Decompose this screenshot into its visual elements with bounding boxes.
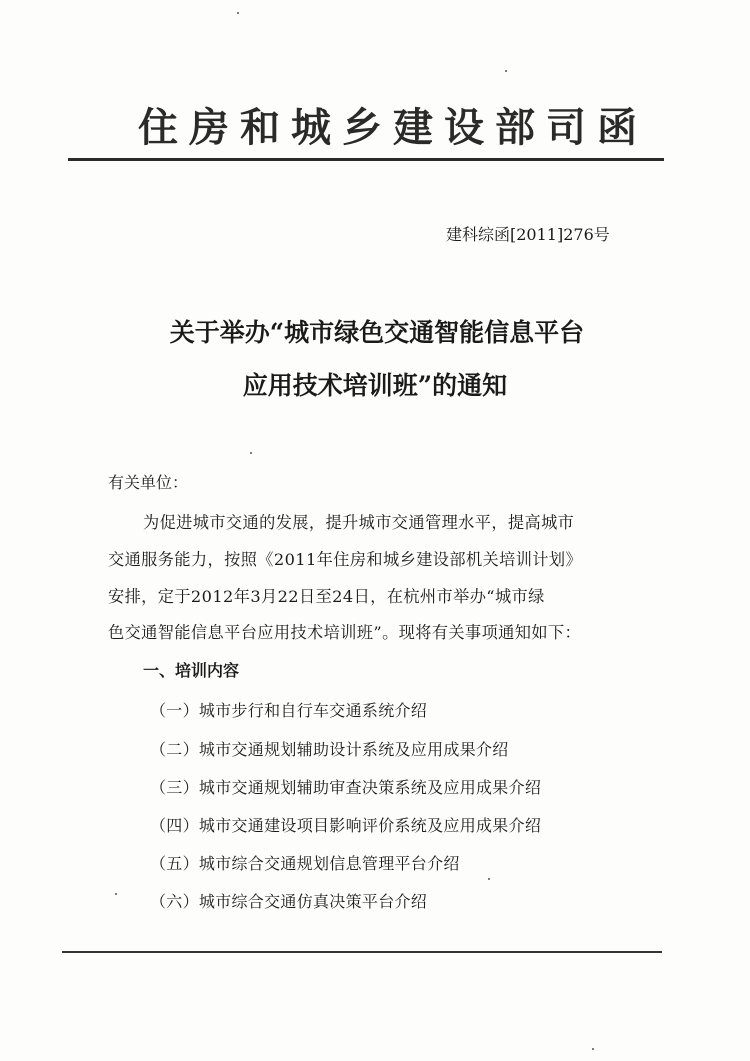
scan-speck [237, 12, 239, 14]
training-item-6: （六）城市综合交通仿真决策平台介绍 [150, 892, 428, 911]
body-line-2: 交通服务能力，按照《2011年住房和城乡建设部机关培训计划》 [108, 550, 583, 569]
scan-speck [250, 452, 252, 454]
scan-speck [592, 1048, 594, 1050]
body-line-1: 为促进城市交通的发展，提升城市交通管理水平，提高城市 [143, 513, 575, 532]
body-line-3: 安排，定于2012年3月22日至24日，在杭州市举办“城市绿 [108, 587, 545, 606]
footer-divider [62, 951, 662, 953]
training-item-5: （五）城市综合交通规划信息管理平台介绍 [150, 854, 460, 873]
body-line-4: 色交通智能信息平台应用技术培训班”。现将有关事项通知如下： [108, 623, 582, 642]
training-item-4: （四）城市交通建设项目影响评价系统及应用成果介绍 [150, 816, 542, 835]
letterhead-title: 住房和城乡建设部司函 [138, 104, 648, 151]
scan-speck [488, 878, 490, 880]
scan-speck [505, 70, 507, 72]
letterhead-divider [68, 158, 664, 161]
notice-title-line-1: 关于举办“城市绿色交通智能信息平台 [169, 318, 585, 347]
section-heading-training-content: 一、培训内容 [143, 661, 240, 680]
salutation: 有关单位： [108, 473, 189, 492]
training-item-3: （三）城市交通规划辅助审查决策系统及应用成果介绍 [150, 778, 542, 797]
training-item-1: （一）城市步行和自行车交通系统介绍 [150, 701, 428, 720]
training-item-2: （二）城市交通规划辅助设计系统及应用成果介绍 [150, 740, 509, 759]
notice-title-line-2: 应用技术培训班”的通知 [242, 371, 508, 400]
scan-speck [115, 893, 117, 895]
document-number: 建科综函[2011]276号 [446, 225, 610, 244]
